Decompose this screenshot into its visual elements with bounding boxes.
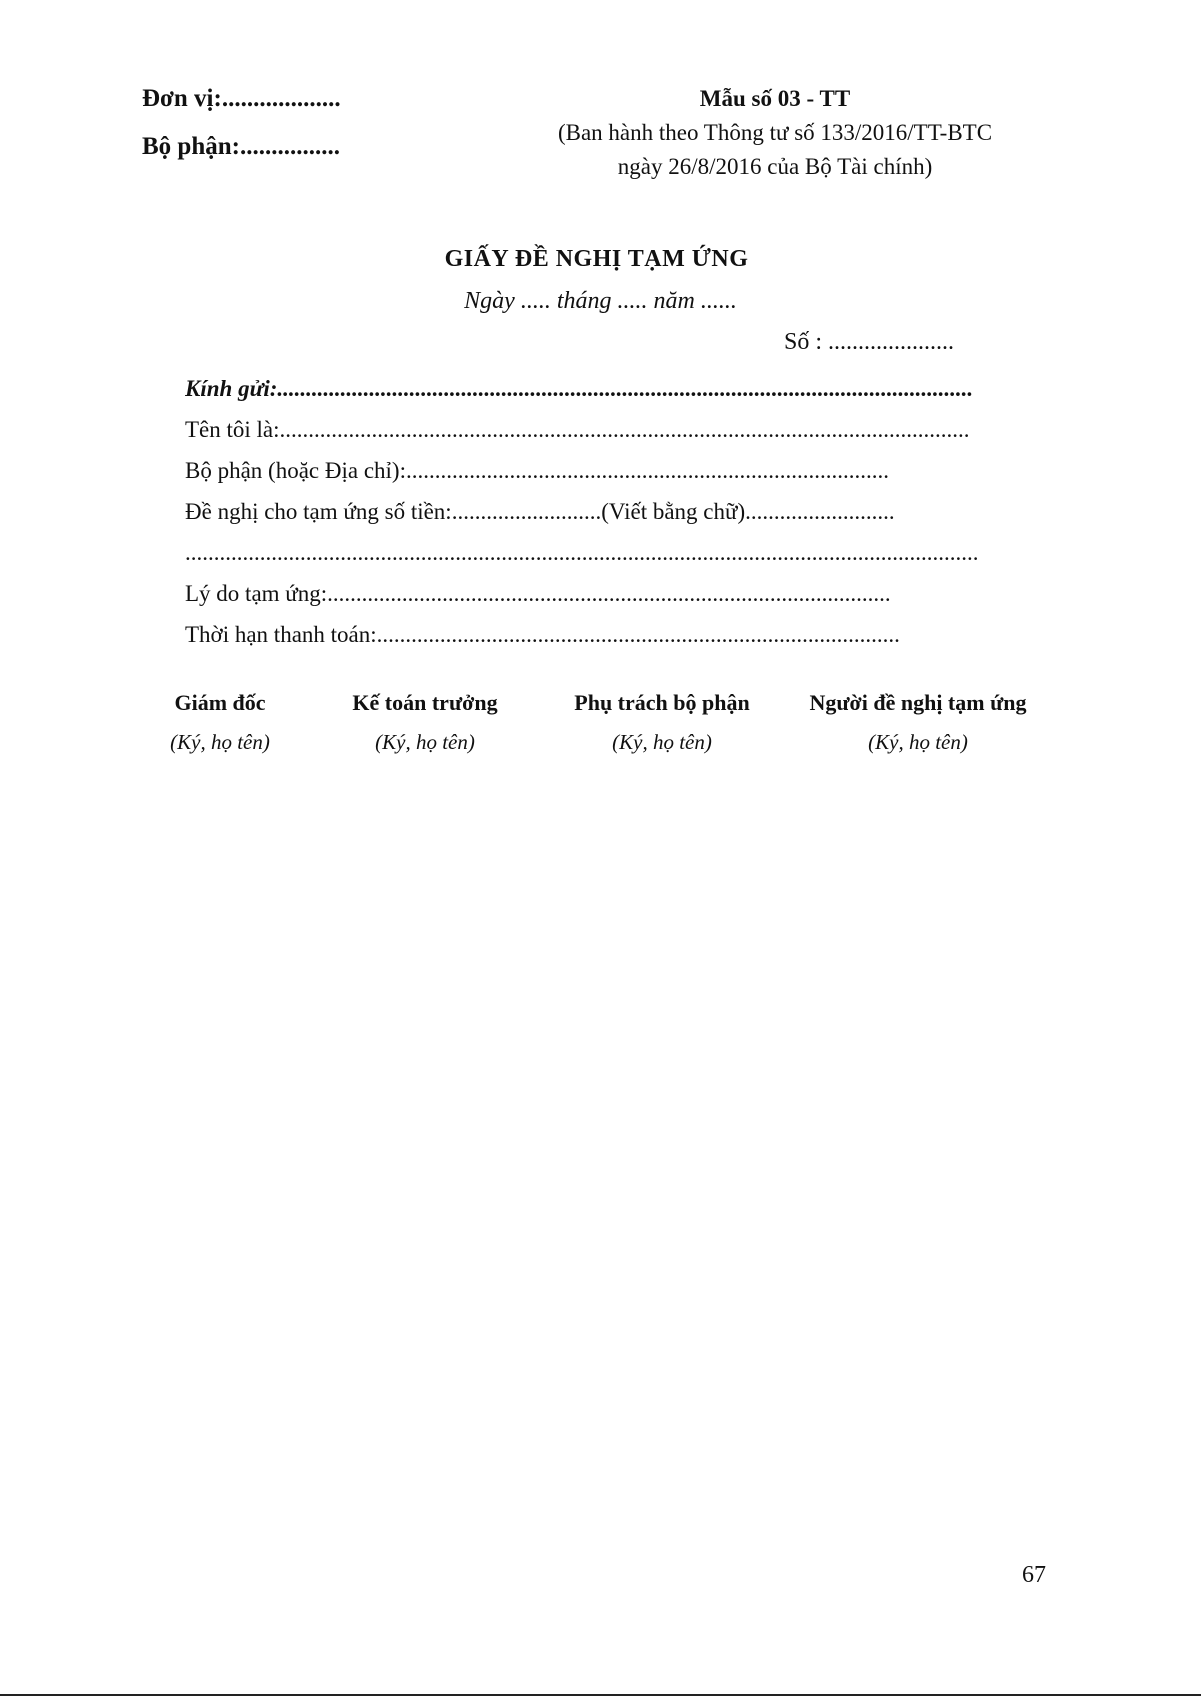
signature-chief-accountant <box>320 690 530 755</box>
issued-by-line-1: (Ban hành theo Thông tư số 133/2016/TT-BTC <box>557 120 993 145</box>
field-payment-deadline: Thời hạn thanh toán:........................................................................................... <box>185 622 900 647</box>
unit-label: Đơn vị:................... <box>142 85 341 112</box>
signature-note: (Ký, họ tên) <box>170 730 270 754</box>
signature-requester <box>788 690 1048 755</box>
signature-role: Người đề nghị tạm ứng <box>809 690 1027 715</box>
signature-note: (Ký, họ tên) <box>375 730 475 754</box>
field-department: Bộ phận (hoặc Địa chỉ):.................................................................................... <box>185 458 889 483</box>
field-recipient-text: Kính gửi:......................................................................................................................... <box>185 376 974 401</box>
number-line: Số : ..................... <box>784 329 955 355</box>
signature-note: (Ký, họ tên) <box>868 730 968 754</box>
header-right <box>520 82 1030 184</box>
signature-role: Giám đốc <box>174 690 266 715</box>
signature-role: Phụ trách bộ phận <box>574 690 750 715</box>
form-fields <box>185 368 1000 655</box>
field-name: Tên tôi là:........................................................................................................................ <box>185 417 970 442</box>
bottom-divider <box>0 1694 1201 1696</box>
signature-director <box>140 690 300 755</box>
document-title: GIẤY ĐỀ NGHỊ TẠM ỨNG <box>444 246 749 272</box>
field-recipient <box>185 368 1000 409</box>
field-reason: Lý do tạm ứng:.................................................................................................. <box>185 581 891 606</box>
page-number: 67 <box>1022 1562 1046 1588</box>
form-number: Mẫu số 03 - TT <box>699 86 851 111</box>
signature-department-head <box>542 690 782 755</box>
signature-note: (Ký, họ tên) <box>612 730 712 754</box>
date-line: Ngày ..... tháng ..... năm ...... <box>464 288 737 314</box>
header-left <box>142 86 341 182</box>
field-amount: Đề nghị cho tạm ứng số tiền:..........................(Viết bằng chữ).......................... <box>185 499 895 524</box>
department-label: Bộ phận:................ <box>142 133 340 160</box>
field-amount-continued: .......................................................................................................................................... <box>185 540 979 565</box>
issued-by-line-2: ngày 26/8/2016 của Bộ Tài chính) <box>617 154 933 179</box>
signature-role: Kế toán trưởng <box>352 690 498 715</box>
